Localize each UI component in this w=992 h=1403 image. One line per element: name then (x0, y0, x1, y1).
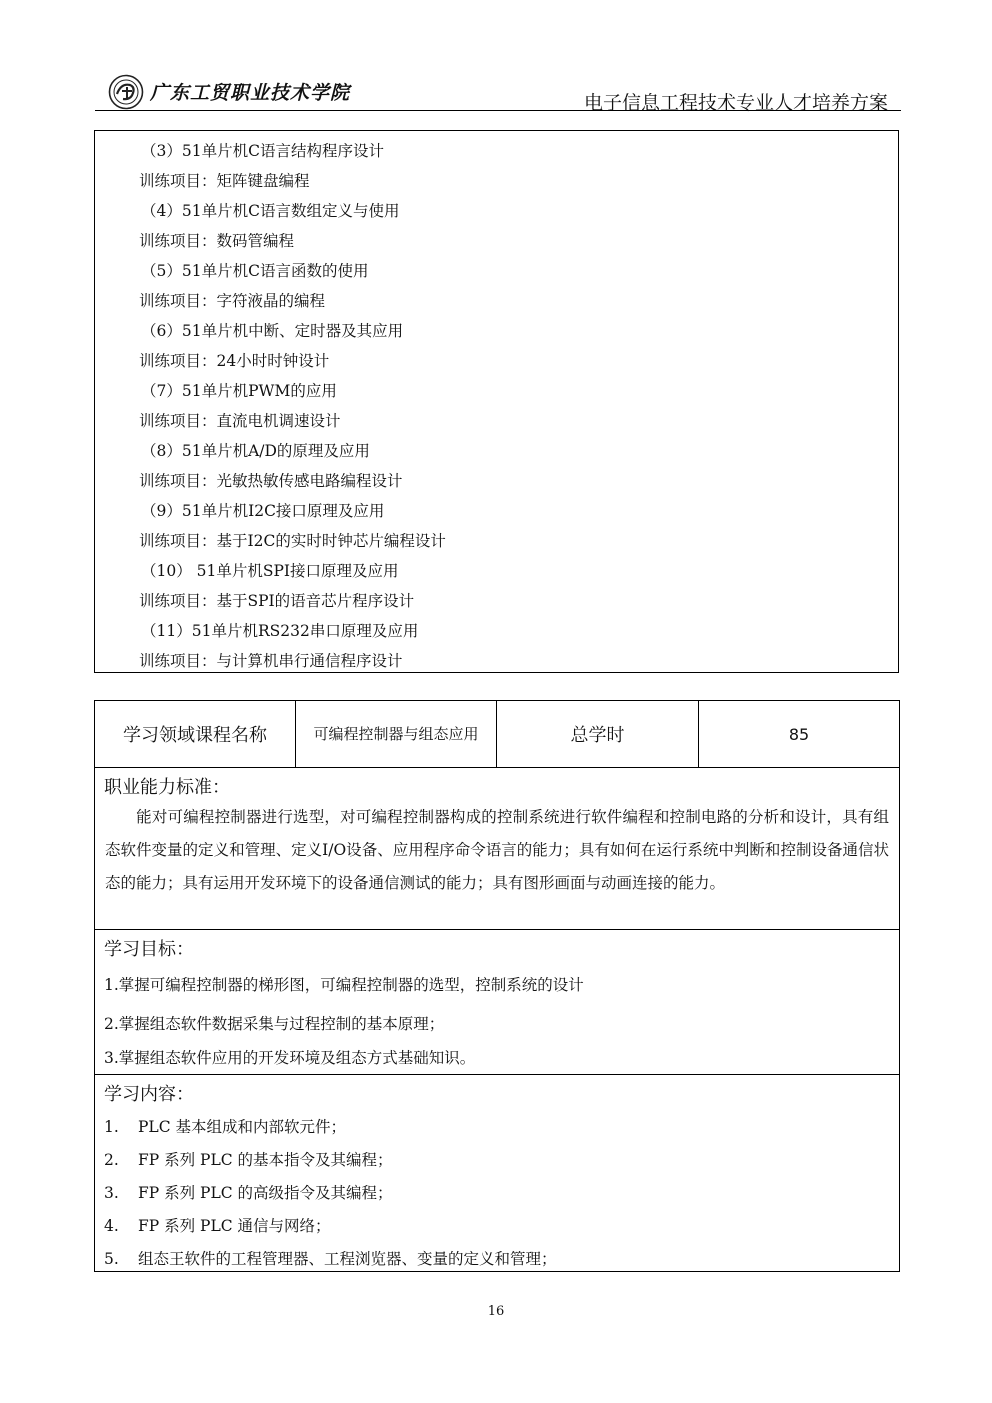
learning-goals-section (95, 930, 899, 1075)
content-line: （11）51单片机RS232串口原理及应用 (141, 622, 419, 640)
course-name-label: 学习领域课程名称 (95, 701, 296, 767)
course-header-row (95, 701, 899, 768)
section-title: 职业能力标准： (104, 777, 230, 798)
content-line: 训练项目：24小时时钟设计 (139, 352, 330, 370)
ability-standard-text: 能对可编程控制器进行选型，对可编程控制器构成的控制系统进行软件编程和控制电路的分析和设计，具有组态软件变量的定义和管理、定义I/O设备、应用程序命令语言的能力；具有如何在运行系统中判断和控制设备通信状态的能力；具有运用开发环境下的设备通信测试的能力；具有图形画面与动画连接的能力。 (105, 808, 889, 892)
content-line: 训练项目：字符液晶的编程 (139, 292, 326, 310)
list-item (95, 1181, 393, 1203)
learning-content-section (95, 1075, 899, 1271)
school-name: 广东工贸职业技术学院 (150, 82, 351, 104)
content-line: （7）51单片机PWM的应用 (141, 382, 337, 400)
content-line: （5）51单片机C语言函数的使用 (141, 262, 369, 280)
document-title: 电子信息工程技术专业人才培养方案 (583, 92, 888, 114)
section-title: 学习内容： (104, 1084, 194, 1105)
content-line: （9）51单片机I2C接口原理及应用 (141, 502, 385, 520)
section-title: 学习目标： (104, 939, 194, 960)
list-item (95, 1214, 331, 1236)
list-item (95, 1115, 346, 1137)
list-item: 1.掌握可编程控制器的梯形图，可编程控制器的选型，控制系统的设计 (104, 976, 584, 994)
list-number: 5. (104, 1250, 119, 1268)
header-divider (95, 110, 901, 111)
list-number: 2. (104, 1151, 119, 1169)
total-hours-value: 85 (788, 724, 810, 744)
content-line: （3）51单片机C语言结构程序设计 (141, 142, 384, 160)
list-text: PLC 基本组成和内部软元件； (138, 1118, 347, 1136)
content-line: 训练项目：矩阵键盘编程 (139, 172, 310, 190)
content-line: （4）51单片机C语言数组定义与使用 (141, 202, 400, 220)
list-text: 组态王软件的工程管理器、工程浏览器、变量的定义和管理； (138, 1250, 557, 1268)
section-paragraph (95, 801, 899, 900)
list-item (95, 1148, 393, 1170)
list-item (95, 1247, 557, 1269)
total-hours-label: 总学时 (497, 701, 699, 767)
list-number: 1. (104, 1118, 119, 1136)
content-line: 训练项目：光敏热敏传感电路编程设计 (139, 472, 403, 490)
content-line: 训练项目：基于SPI的语音芯片程序设计 (139, 592, 415, 610)
content-line: 训练项目：直流电机调速设计 (139, 412, 341, 430)
page-number: 16 (487, 1304, 505, 1319)
list-text: FP 系列 PLC 的基本指令及其编程； (138, 1151, 393, 1169)
list-item: 2.掌握组态软件数据采集与过程控制的基本原理； (104, 1015, 445, 1033)
course-name-value: 可编程控制器与组态应用 (296, 701, 497, 767)
list-number: 3. (104, 1184, 119, 1202)
content-line: 训练项目：与计算机串行通信程序设计 (139, 652, 403, 670)
ability-standard-section (95, 768, 899, 930)
continued-content-box (94, 130, 899, 673)
content-line: （6）51单片机中断、定时器及其应用 (141, 322, 404, 340)
list-text: FP 系列 PLC 的高级指令及其编程； (138, 1184, 393, 1202)
content-line: 训练项目：基于I2C的实时时钟芯片编程设计 (139, 532, 446, 550)
content-line: 训练项目：数码管编程 (139, 232, 295, 250)
content-line: （8）51单片机A/D的原理及应用 (141, 442, 370, 460)
content-line: （10） 51单片机SPI接口原理及应用 (141, 562, 399, 580)
list-number: 4. (104, 1217, 119, 1235)
school-logo-icon (108, 74, 144, 110)
course-table (94, 700, 900, 1272)
list-item: 3.掌握组态软件应用的开发环境及组态方式基础知识。 (104, 1049, 476, 1067)
list-text: FP 系列 PLC 通信与网络； (138, 1217, 331, 1235)
